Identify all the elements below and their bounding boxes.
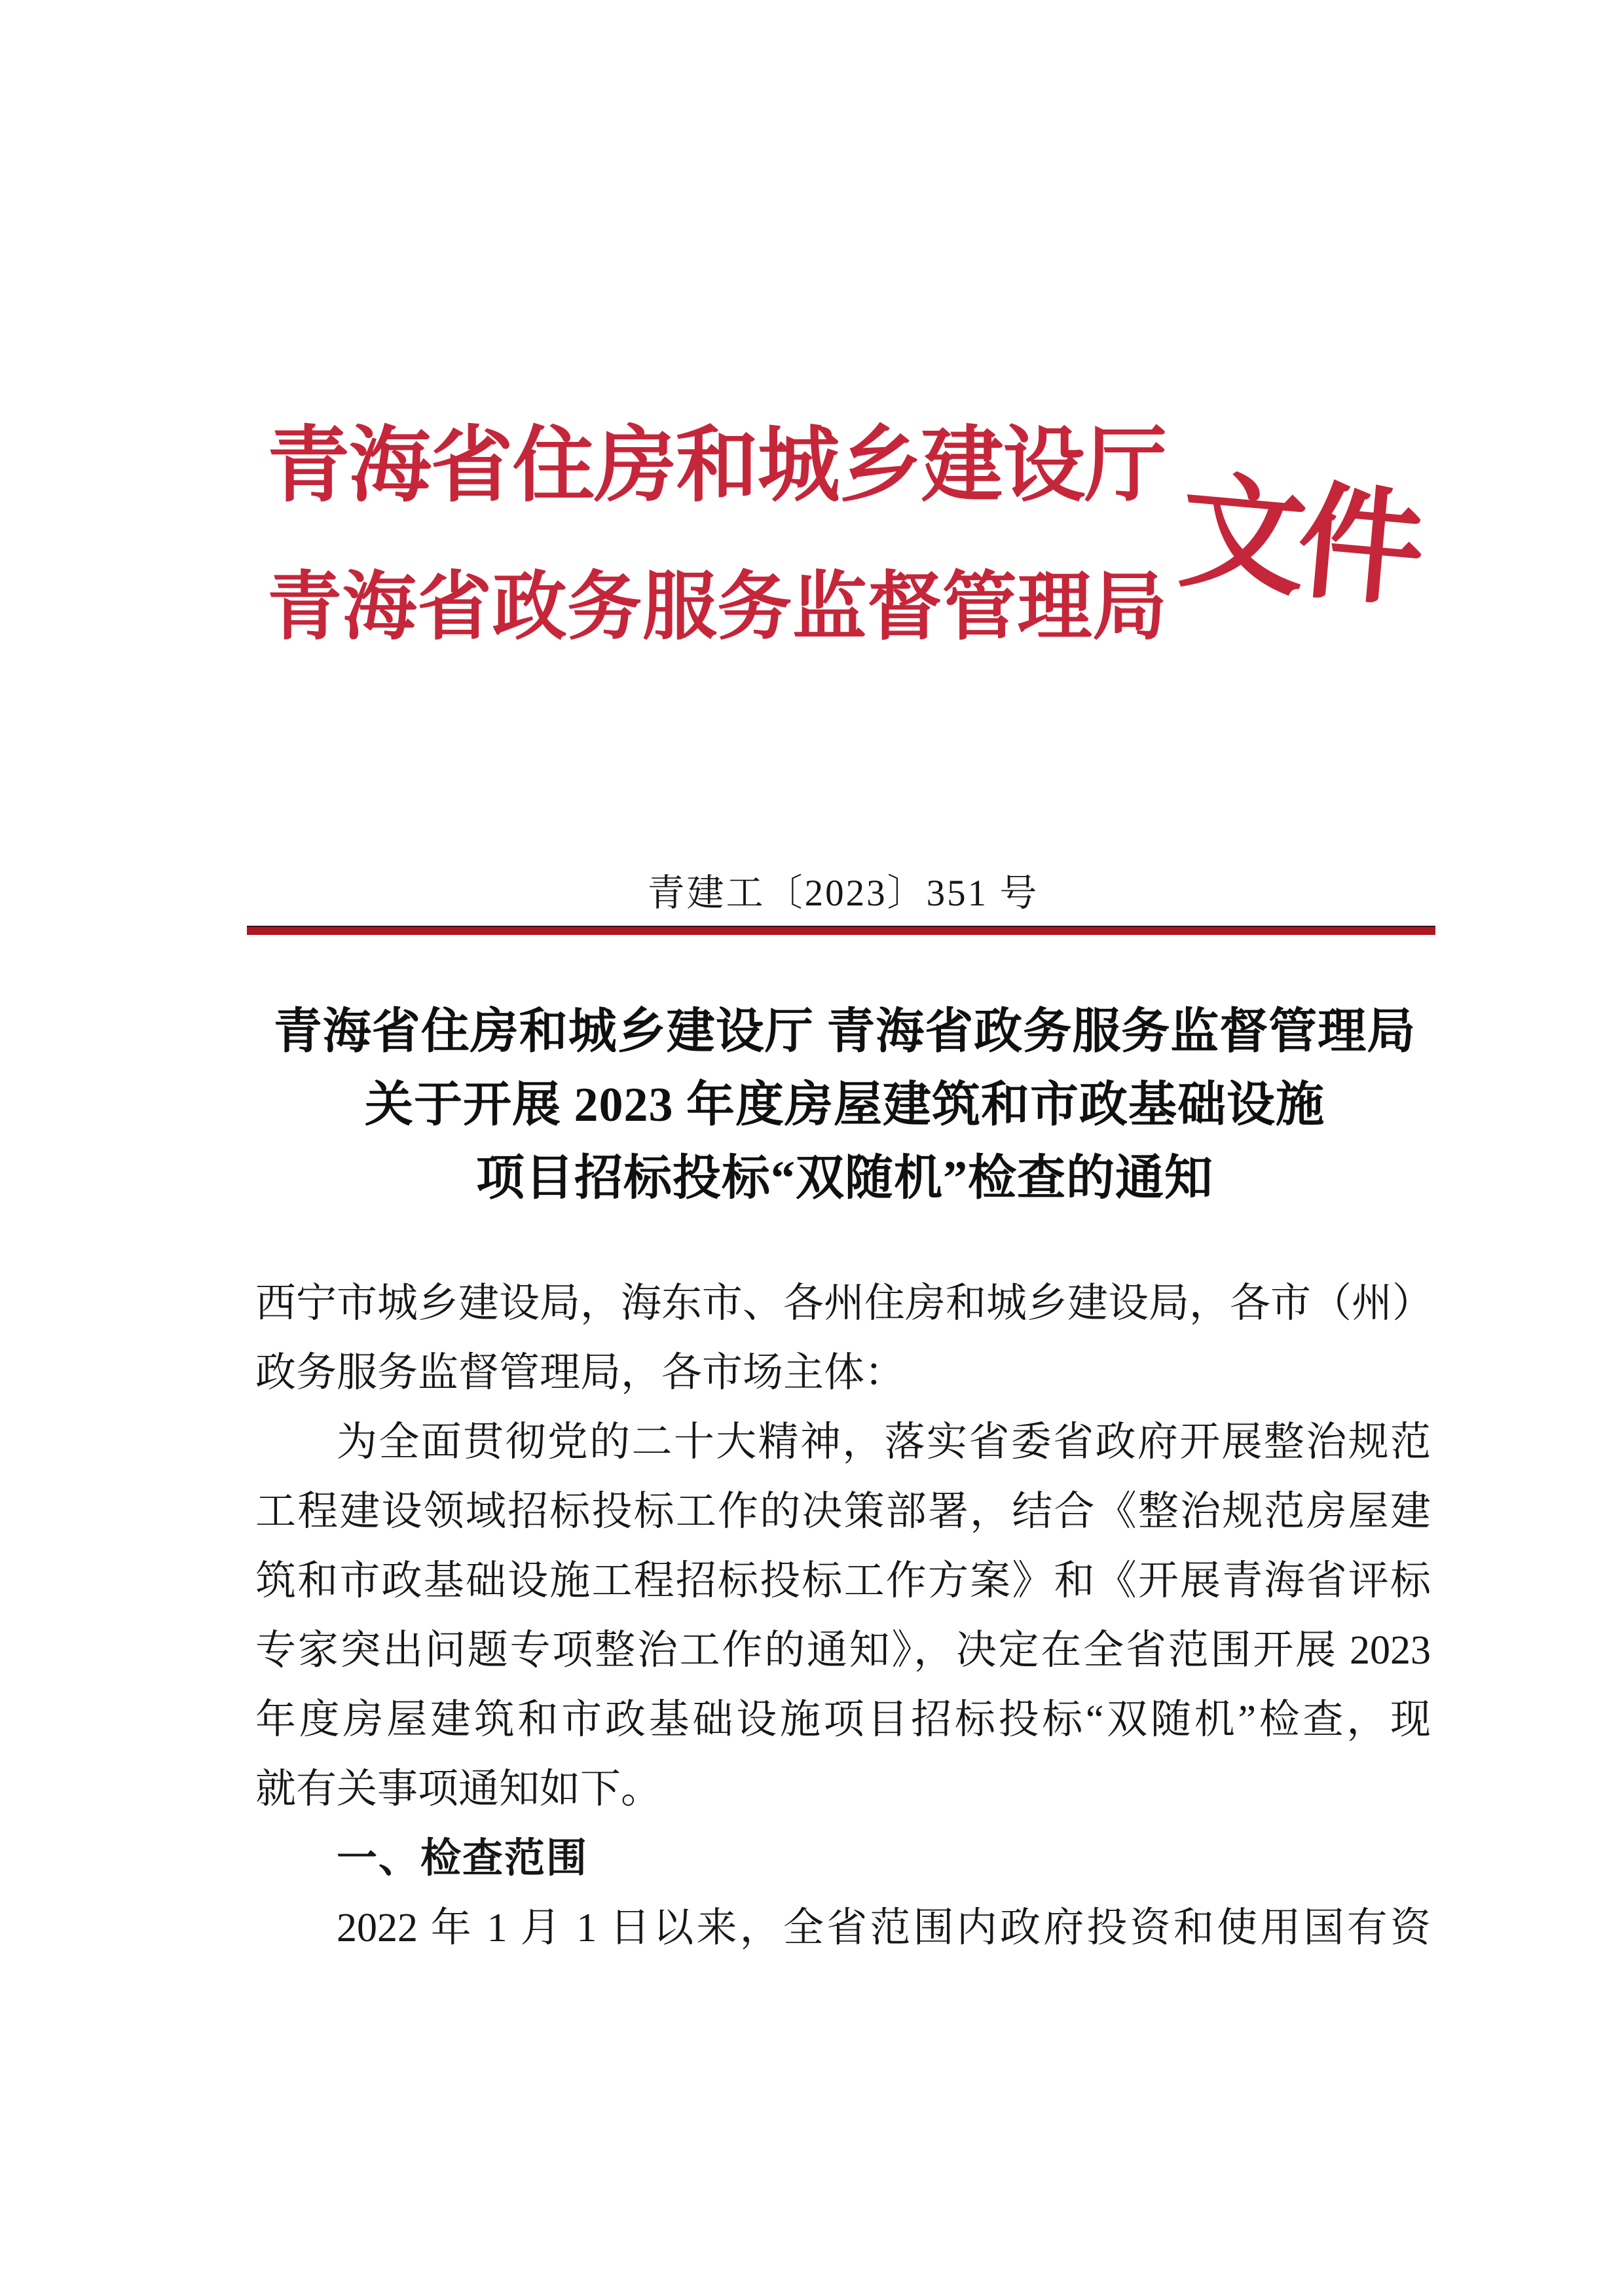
body-line: 专家突出问题专项整治工作的通知》，决定在全省范围开展 2023 <box>255 1628 1431 1673</box>
body <box>255 1269 1431 1963</box>
body-line: 为全面贯彻党的二十大精神，落实省委省政府开展整治规范 <box>337 1420 1431 1465</box>
doc-title-line-1: 青海省住房和城乡建设厅 青海省政务服务监督管理局 <box>273 1005 1416 1059</box>
section-heading: 一、检查范围 <box>337 1836 589 1881</box>
doc-title-line-3: 项目招标投标“双随机”检查的通知 <box>476 1152 1213 1205</box>
org-name-line-2: 青海省政务服务监督管理局 <box>267 566 1166 649</box>
body-line: 筑和市政基础设施工程招标投标工作方案》和《开展青海省评标 <box>255 1559 1431 1603</box>
body-line: 年度房屋建筑和市政基础设施项目招标投标“双随机”检查，现 <box>255 1698 1431 1742</box>
red-divider <box>247 926 1435 935</box>
body-line: 就有关事项通知如下。 <box>255 1767 662 1812</box>
body-line: 工程建设领域招标投标工作的决策部署，结合《整治规范房屋建 <box>255 1489 1431 1534</box>
doc-number: 青建工〔2023〕351 号 <box>647 873 1039 914</box>
body-line: 西宁市城乡建设局，海东市、各州住房和城乡建设局，各市（州） <box>255 1281 1433 1326</box>
doc-title <box>223 995 1467 1215</box>
doc-title-line-2: 关于开展 2023 年度房屋建筑和市政基础设施 <box>365 1078 1325 1132</box>
doc-type-label: 文件 <box>1174 462 1422 622</box>
org-name-line-1: 青海省住房和城乡建设厅 <box>267 421 1166 512</box>
body-line: 2022 年 1 月 1 日以来，全省范围内政府投资和使用国有资 <box>337 1906 1431 1950</box>
body-line: 政务服务监督管理局，各市场主体： <box>255 1351 906 1395</box>
